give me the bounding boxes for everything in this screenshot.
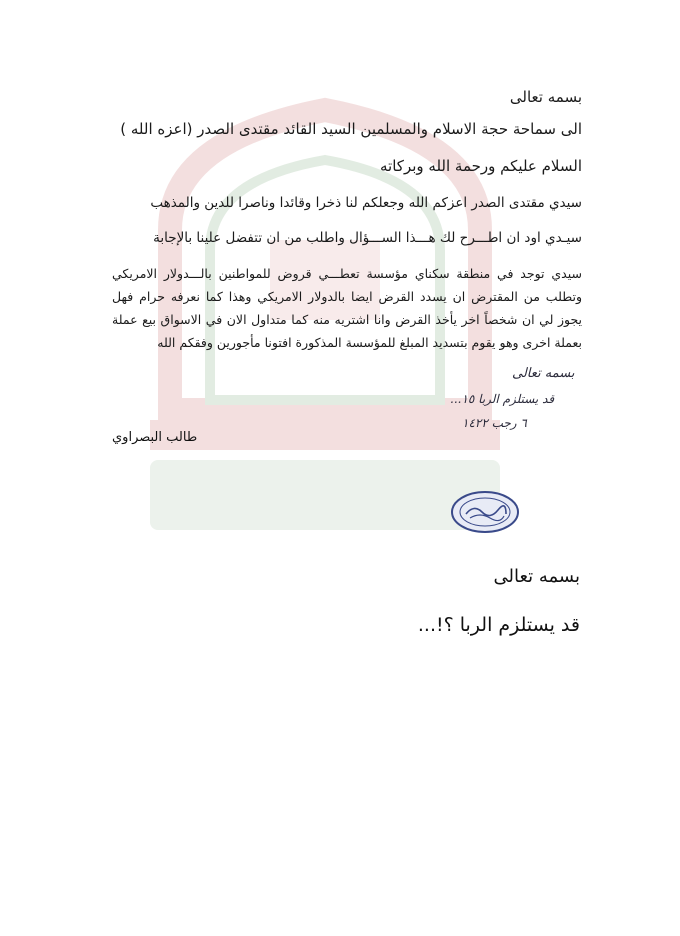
reply-body: قد يستلزم الربا ؟!...	[417, 614, 580, 636]
handwritten-date: ٦ رجب ١٤٢٢	[462, 416, 527, 430]
reply-title: بسمه تعالى	[493, 566, 580, 587]
letter-addressee: الى سماحة حجة الاسلام والمسلمين السيد القائد مقتدى الصدر (اعزه الله )	[120, 120, 582, 138]
letter-greeting: السلام عليكم ورحمة الله وبركاته	[380, 157, 582, 175]
letter-praise: سيدي مقتدى الصدر اعزكم الله وجعلكم لنا ذخرا وقائدا وناصرا للدين والمذهب	[150, 195, 582, 211]
letter-request: سيـدي اود ان اطـــرح لك هـــذا الســـؤال واطلب من ان تتفضل علينا بالإجابة	[153, 230, 582, 246]
official-seal-icon	[450, 490, 520, 534]
letter-opening: بسمه تعالى	[509, 88, 582, 106]
letter-sender: طالب البصراوي	[112, 430, 198, 445]
letter-question: سيدي توجد في منطقة سكناي مؤسسة تعطـــي قروض للمواطنين بالـــدولار الامريكي وتطلب من المقترض ان يسدد القرض ايضا بالدولار الامريكي وهذا كما نعرفه حرام فهل يجوز لي ان شخصاً اخر يأخذ القرض وانا اشتريه منه كما متداول الان في الاسواق بيع عملة بعملة اخرى وهو يقوم بتسديد المبلغ للمؤسسة المذكورة افتونا مأجورين وفقكم الله	[112, 266, 582, 350]
handwritten-answer: قد يستلزم الربا ١٥...	[450, 392, 555, 406]
handwritten-basmala: بسمه تعالى	[512, 366, 575, 381]
